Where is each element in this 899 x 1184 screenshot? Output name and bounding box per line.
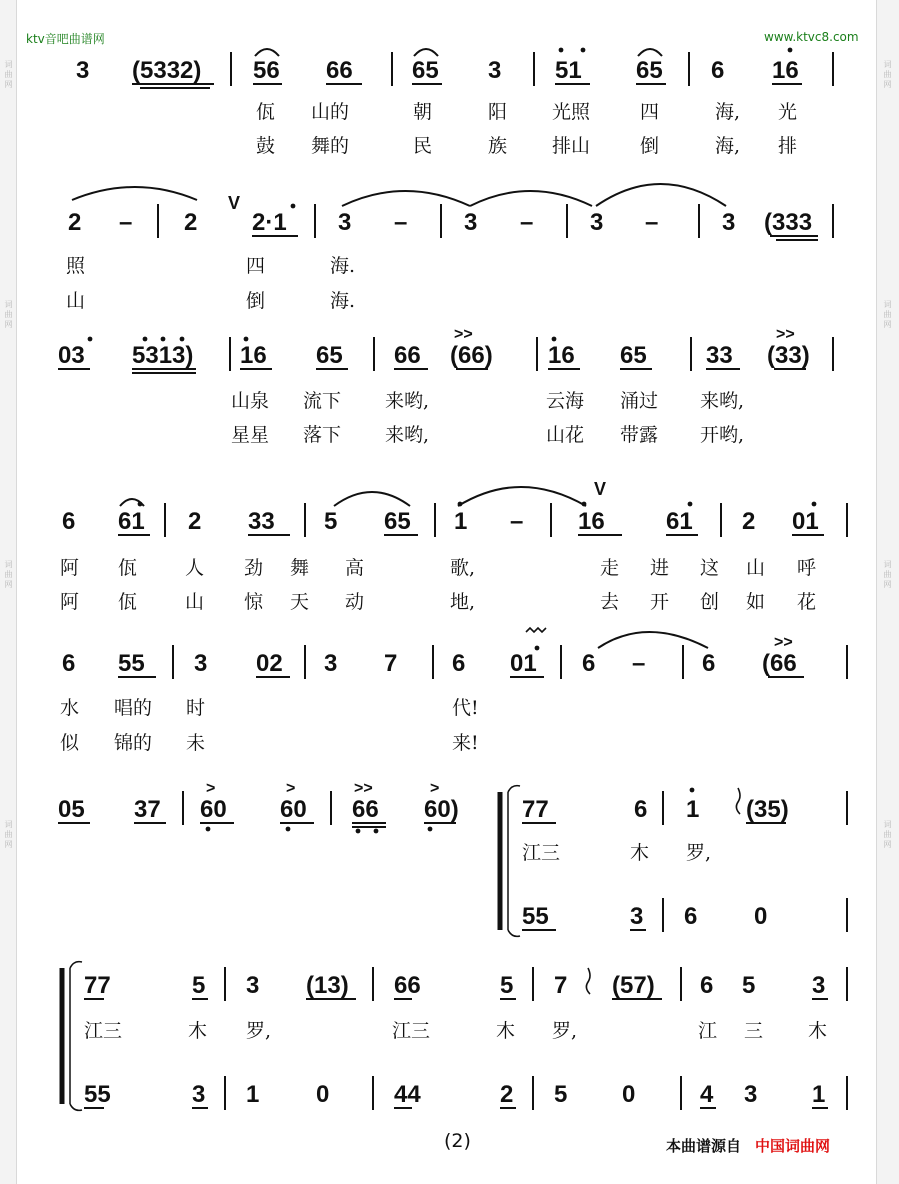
- note: 6: [684, 903, 698, 930]
- note: –: [394, 209, 408, 236]
- note: (13): [306, 972, 349, 999]
- left-border: [0, 0, 17, 1184]
- lyric: 山: [746, 557, 766, 579]
- right-border: [876, 0, 899, 1184]
- note: 05: [58, 796, 85, 823]
- lyric: 木: [808, 1020, 828, 1042]
- lyric: 海,: [715, 101, 741, 123]
- note: 4: [700, 1081, 714, 1108]
- lyric: 倒: [246, 290, 266, 312]
- note: 16: [578, 508, 605, 535]
- barline: [846, 503, 848, 537]
- lyric: 时: [186, 697, 206, 719]
- note: 65: [636, 57, 663, 84]
- note: 37: [134, 796, 161, 823]
- note: 6: [634, 796, 648, 823]
- note: 0: [622, 1081, 636, 1108]
- page-number: (2): [444, 1130, 471, 1152]
- note: –: [645, 209, 659, 236]
- lyric: 地,: [450, 591, 476, 613]
- lyric: 人: [185, 557, 205, 579]
- barline: [688, 52, 690, 86]
- lyric: 朝: [413, 101, 433, 123]
- lyric: 开哟,: [700, 424, 745, 446]
- note: 1: [454, 508, 468, 535]
- note: 3: [464, 209, 478, 236]
- lyric: 海.: [330, 255, 356, 277]
- header-site-right: www.ktvc8.com: [764, 30, 859, 44]
- barline: [832, 52, 834, 86]
- note: 44: [394, 1081, 421, 1108]
- side-watermark-left: 词曲网: [4, 60, 13, 90]
- note: 5313): [132, 342, 194, 369]
- accent-mark: >: [430, 780, 440, 797]
- lyric: 去: [600, 591, 620, 613]
- breath-mark: V: [594, 479, 607, 499]
- barline: [680, 967, 682, 1001]
- note: 2: [188, 508, 202, 535]
- lyric: 锦的: [114, 732, 153, 754]
- note: –: [510, 508, 524, 535]
- barline: [832, 204, 834, 238]
- lyric: 佤: [256, 101, 276, 123]
- barline: [229, 337, 231, 371]
- lyric: 带露: [620, 424, 659, 446]
- lyric: 木: [630, 842, 650, 864]
- note: 16: [772, 57, 799, 84]
- note: 3: [722, 209, 736, 236]
- lyric: 代!: [452, 697, 479, 719]
- barline: [314, 204, 316, 238]
- breath-mark: V: [228, 193, 241, 213]
- lyric: 族: [488, 135, 508, 157]
- lyric: 呼: [797, 557, 817, 579]
- lyric: 开: [650, 591, 670, 613]
- note: 60): [424, 796, 459, 823]
- system-brackets: [62, 786, 520, 1111]
- lyric: 来哟,: [385, 424, 430, 446]
- note: 5: [554, 1081, 568, 1108]
- lyric: 似: [60, 732, 80, 754]
- note: 1: [812, 1081, 826, 1108]
- lyric: 来哟,: [385, 390, 430, 412]
- barline: [391, 52, 393, 86]
- barline: [182, 791, 184, 825]
- lyric: 阳: [488, 101, 508, 123]
- lyric: 山花: [546, 424, 585, 446]
- barline: [304, 645, 306, 679]
- lyric: 四: [640, 101, 660, 123]
- lyric: 舞的: [311, 135, 350, 157]
- note: 61: [666, 508, 693, 535]
- note: 0: [316, 1081, 330, 1108]
- note: 51: [555, 57, 582, 84]
- side-watermark-right: 词曲网: [883, 560, 892, 590]
- lyric: 这: [700, 557, 720, 579]
- side-watermark-left: 词曲网: [4, 300, 13, 330]
- lyric: 山: [66, 290, 86, 312]
- barline: [662, 898, 664, 932]
- note: (57): [612, 972, 655, 999]
- header-site-left: ktv音吧曲谱网: [26, 32, 105, 46]
- note: 6: [702, 650, 716, 677]
- lyric: 水: [60, 697, 80, 719]
- barline: [224, 967, 226, 1001]
- footer-source: [666, 1135, 830, 1156]
- lyric: 进: [650, 557, 670, 579]
- note: 3: [76, 57, 90, 84]
- barline: [682, 645, 684, 679]
- note: 03: [58, 342, 85, 369]
- note: 5: [500, 972, 514, 999]
- lyric: 舞: [290, 557, 310, 579]
- lyric: 山: [185, 591, 205, 613]
- note: (333: [764, 209, 813, 236]
- barline: [846, 791, 848, 825]
- note: 5: [324, 508, 338, 535]
- lyric: 如: [746, 591, 766, 613]
- note: 55: [84, 1081, 111, 1108]
- lyric: 创: [700, 591, 720, 613]
- barline: [720, 503, 722, 537]
- lyric: 四: [246, 255, 266, 277]
- note: 33: [248, 508, 275, 535]
- note: 3: [338, 209, 352, 236]
- lyric: 来!: [452, 732, 479, 754]
- lyric: 佤: [118, 591, 138, 613]
- note: 2: [742, 508, 756, 535]
- note: 1: [686, 796, 700, 823]
- lyric: 江: [698, 1020, 718, 1042]
- note: (35): [746, 796, 789, 823]
- note: 7: [554, 972, 568, 999]
- note: 60: [280, 796, 307, 823]
- lyric: 歌,: [450, 557, 476, 579]
- lyric: 江三: [392, 1020, 431, 1042]
- lyric: 罗,: [552, 1020, 578, 1042]
- barline: [846, 645, 848, 679]
- lyric: 光: [778, 101, 798, 123]
- note: 3: [324, 650, 338, 677]
- note: 01: [792, 508, 819, 535]
- note: 2: [184, 209, 198, 236]
- barline: [157, 204, 159, 238]
- lyric: 天: [290, 591, 310, 613]
- barline: [566, 204, 568, 238]
- note: 3: [590, 209, 604, 236]
- decorations: [526, 628, 740, 994]
- note: 66: [352, 796, 379, 823]
- note: 3: [744, 1081, 758, 1108]
- note: 6: [452, 650, 466, 677]
- note: 01: [510, 650, 537, 677]
- lyric: 海.: [330, 290, 356, 312]
- lyric: 来哟,: [700, 390, 745, 412]
- lyric: 花: [797, 591, 817, 613]
- lyric: 落下: [303, 424, 342, 446]
- note: –: [119, 209, 133, 236]
- barline: [330, 791, 332, 825]
- note: 66: [394, 972, 421, 999]
- lyric: 星星: [231, 424, 270, 446]
- note: 16: [240, 342, 267, 369]
- note: (5332): [132, 57, 202, 84]
- note: 3: [630, 903, 644, 930]
- note: 33: [706, 342, 733, 369]
- barline: [690, 337, 692, 371]
- accent-mark: >>: [354, 780, 373, 797]
- barline: [532, 1076, 534, 1110]
- lyric: 照: [66, 255, 86, 277]
- barline: [440, 204, 442, 238]
- note: (66: [762, 650, 797, 677]
- accent-mark: >>: [774, 634, 793, 651]
- note: 77: [84, 972, 111, 999]
- note: 65: [620, 342, 647, 369]
- note: 3: [194, 650, 208, 677]
- lyric: 唱的: [114, 697, 153, 719]
- barline: [164, 503, 166, 537]
- note: 61: [118, 508, 145, 535]
- side-watermark-left: 词曲网: [4, 560, 13, 590]
- lyric: 木: [496, 1020, 516, 1042]
- barline: [846, 898, 848, 932]
- note: 60: [200, 796, 227, 823]
- note: 65: [316, 342, 343, 369]
- note: 02: [256, 650, 283, 677]
- lyric: 民: [413, 135, 433, 157]
- note: 7: [384, 650, 398, 677]
- barline: [662, 791, 664, 825]
- note: 6: [62, 508, 76, 535]
- footer-source-site: 中国词曲网: [755, 1137, 831, 1155]
- note: (33): [767, 342, 810, 369]
- lyric: 高: [345, 557, 365, 579]
- lyric: 罗,: [246, 1020, 272, 1042]
- barline: [373, 337, 375, 371]
- accent-mark: >: [286, 780, 296, 797]
- footer-source-label: 本曲谱源自: [666, 1137, 742, 1155]
- lyric: 涌过: [620, 390, 659, 412]
- barline: [698, 204, 700, 238]
- side-watermark-right: 词曲网: [883, 60, 892, 90]
- note: 66: [326, 57, 353, 84]
- barline: [532, 967, 534, 1001]
- lyric: 鼓: [256, 135, 276, 157]
- barline: [560, 645, 562, 679]
- accent-mark: >>: [776, 326, 795, 343]
- note: 3: [488, 57, 502, 84]
- barline: [372, 1076, 374, 1110]
- lyric: 排: [778, 135, 798, 157]
- note: 56: [253, 57, 280, 84]
- note: 55: [118, 650, 145, 677]
- note: 5: [192, 972, 206, 999]
- barline: [434, 503, 436, 537]
- accent-mark: >: [206, 780, 216, 797]
- lyric: 江三: [84, 1020, 123, 1042]
- barline: [550, 503, 552, 537]
- barline: [832, 337, 834, 371]
- lyric: 走: [600, 557, 620, 579]
- lyric: 未: [186, 732, 206, 754]
- note: 6: [711, 57, 725, 84]
- lyric: 惊: [244, 591, 264, 613]
- barline: [304, 503, 306, 537]
- barline: [846, 967, 848, 1001]
- lyric: 三: [744, 1020, 764, 1042]
- note: (66): [450, 342, 493, 369]
- lyric: 倒: [640, 135, 660, 157]
- lyric: 山的: [311, 101, 350, 123]
- barline: [680, 1076, 682, 1110]
- lyric: 山泉: [231, 390, 270, 412]
- barline: [432, 645, 434, 679]
- lyric: 云海: [546, 390, 585, 412]
- side-watermark-left: 词曲网: [4, 820, 13, 850]
- note: 6: [700, 972, 714, 999]
- note: 65: [412, 57, 439, 84]
- note: 6: [582, 650, 596, 677]
- note: 16: [548, 342, 575, 369]
- note: –: [520, 209, 534, 236]
- note: 3: [192, 1081, 206, 1108]
- note: 2: [500, 1081, 514, 1108]
- note: 3: [246, 972, 260, 999]
- barline: [372, 967, 374, 1001]
- accent-mark: >>: [454, 326, 473, 343]
- lyric: 光照: [552, 101, 591, 123]
- lyric: 木: [188, 1020, 208, 1042]
- side-watermark-right: 词曲网: [883, 820, 892, 850]
- note: –: [632, 650, 646, 677]
- note: 65: [384, 508, 411, 535]
- lyric: 阿: [60, 557, 80, 579]
- note: 77: [522, 796, 549, 823]
- barline: [172, 645, 174, 679]
- lyric: 动: [345, 591, 365, 613]
- lyric: 佤: [118, 557, 138, 579]
- lyric: 江三: [522, 842, 561, 864]
- barline: [536, 337, 538, 371]
- barline: [224, 1076, 226, 1110]
- note: 66: [394, 342, 421, 369]
- lyric: 罗,: [686, 842, 712, 864]
- note: 2: [68, 209, 82, 236]
- note: 0: [754, 903, 768, 930]
- note: 55: [522, 903, 549, 930]
- note: 1: [246, 1081, 260, 1108]
- lyric: 流下: [303, 390, 342, 412]
- lyric: 排山: [552, 135, 591, 157]
- note: 5: [742, 972, 756, 999]
- barline: [846, 1076, 848, 1110]
- note: 3: [812, 972, 826, 999]
- lyric: 阿: [60, 591, 80, 613]
- lyric: 海,: [715, 135, 741, 157]
- barline: [230, 52, 232, 86]
- barline: [533, 52, 535, 86]
- side-watermark-right: 词曲网: [883, 300, 892, 330]
- note: 6: [62, 650, 76, 677]
- lyric: 劲: [244, 557, 264, 579]
- note: 2·1: [252, 209, 287, 236]
